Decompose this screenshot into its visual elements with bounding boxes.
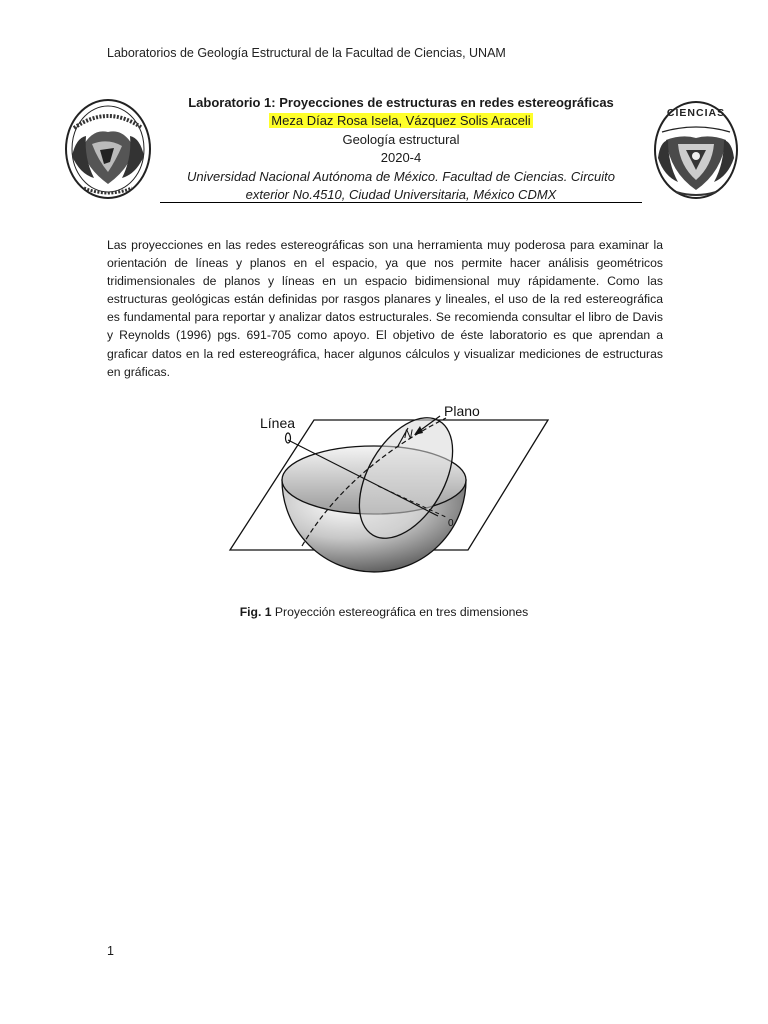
- title-rule: [160, 202, 642, 203]
- unam-seal-icon: [64, 98, 152, 200]
- term: 2020-4: [380, 150, 422, 166]
- line-marker: [286, 433, 291, 443]
- document-title: Laboratorio 1: Proyecciones de estructuras en redes estereográficas: [188, 95, 614, 110]
- institution-line-1: Universidad Nacional Autónoma de México. Facultad de Ciencias. Circuito: [186, 168, 615, 184]
- label-origin: 0: [448, 518, 454, 529]
- figure-caption-text: Proyección estereográfica en tres dimensiones: [271, 605, 529, 619]
- facultad-ciencias-seal-icon: [652, 98, 740, 200]
- label-plano: Plano: [444, 403, 480, 419]
- authors-highlight: Meza Díaz Rosa Isela, Vázquez Solis Araceli: [271, 113, 531, 129]
- authors: [160, 112, 642, 130]
- label-linea: Línea: [260, 415, 296, 431]
- running-header: Laboratorios de Geología Estructural de la Facultad de Ciencias, UNAM: [107, 46, 506, 60]
- seal-text: CIENCIAS: [666, 107, 726, 119]
- institution-line-2: exterior No.4510, Ciudad Universitaria, México CDMX: [245, 187, 557, 203]
- course-name: Geología estructural: [342, 131, 460, 147]
- title-block: [160, 94, 642, 204]
- figure-caption-label: Fig. 1: [239, 605, 272, 619]
- label-north: N: [404, 427, 413, 441]
- page-number: 1: [107, 944, 114, 958]
- intro-paragraph: Las proyecciones en las redes estereográficas son una herramienta muy poderosa para examinar la orientación de líneas y planos en el espacio, ya que nos permite hacer análisis geométricos tridimensionales de planos y líneas en un espacio bidimensional muy rápidamente. Como las estructuras geológicas están definidas por rasgos planares y lineales, el uso de la red estereográfica es fundamental para reportar y analizar datos estructurales. Se recomienda consultar el libro de Davis y Reynolds (1996) pgs. 691-705 como apoyo. El objetivo de éste laboratorio es que aprendan a graficar datos en la red estereográfica, hacer algunos cálculos y visualizar mediciones de estructuras en gráficas.: [107, 238, 663, 379]
- stereographic-figure: [228, 398, 556, 590]
- figure-caption: [0, 605, 768, 619]
